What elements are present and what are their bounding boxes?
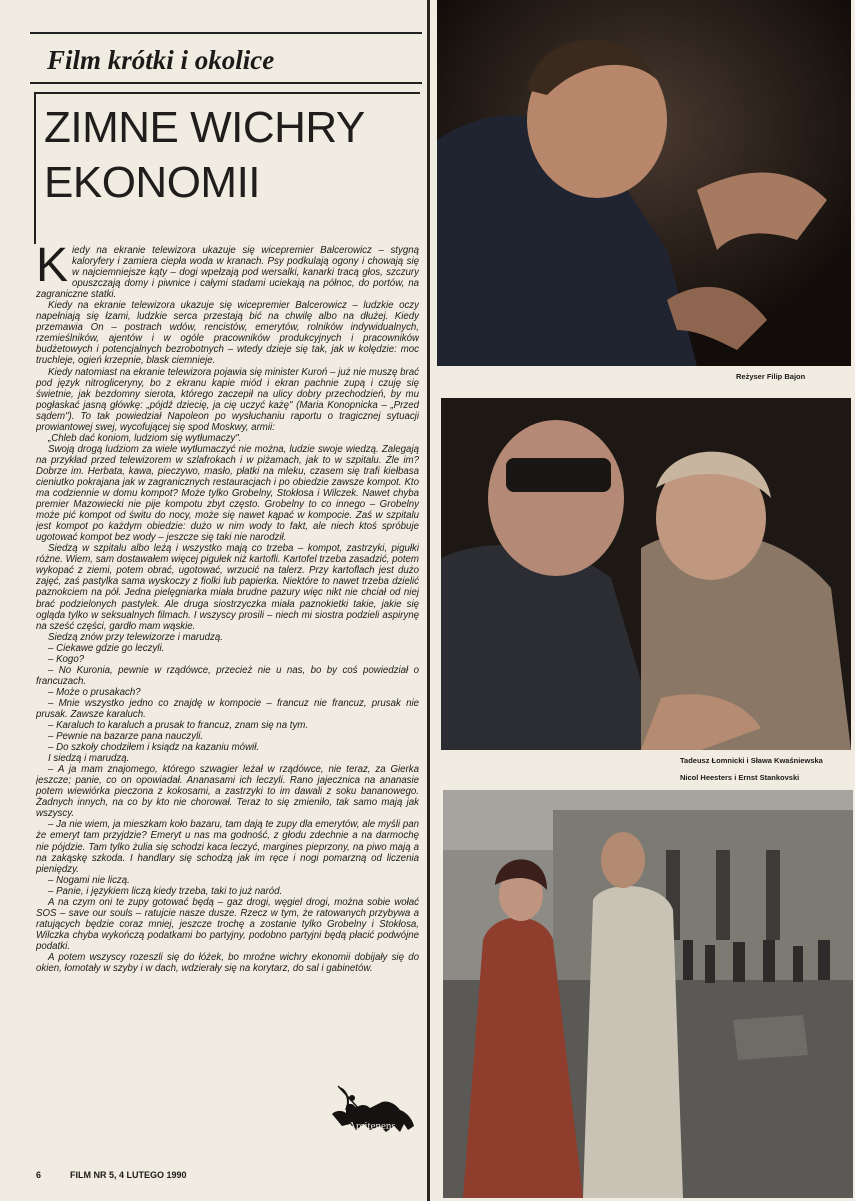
photo-director: [437, 0, 851, 366]
top-rule: [30, 32, 422, 34]
article-paragraph: Kiedy na ekranie telewizora ukazuje się wicepremier Balcerowicz – ludzkie oczy napełniają się łzami, ludzkie serca przestają bić na chwilę albo na dłużej. Kiedy przemawia On – postrach wdów, rencistów, emerytów, rolników indywidualnych, rzemieślników, ajentów i w ogóle pracowników produkcyjnych i pracowników budżetowych i potencjalnych bezrobotnych – wtedy dzieje się tak, jak w kolędzie: moc truchleje, ogień krzepnie, blask ciemnieje.: [36, 300, 419, 367]
article-paragraph: [36, 245, 419, 300]
photo-caption-director: Reżyser Filip Bajon: [736, 372, 806, 381]
drop-cap: K: [36, 245, 69, 292]
article-paragraph: – Pewnie na bazarze pana nauczyli.: [48, 731, 204, 743]
issue-info: FILM NR 5, 4 LUTEGO 1990: [70, 1170, 187, 1180]
article-paragraph: – Kogo?: [48, 653, 85, 665]
article-paragraph: A na czym oni te zupy gotować będą – gaz drogi, węgiel drogi, można sobie wołać SOS – save our souls – ratujcie nasze dusze. Rzecz w tym, że ratowanych przybywa a ratujących będzie coraz mniej, jeszcze trochę a zostanie tylko Grobelny i Stokłosa, Wilczka chyba wykończą podatkami bo partyjny, podobno partyjni będą płacić podwójne podatki.: [36, 896, 419, 952]
column-divider: [427, 0, 430, 1201]
article-paragraph: Kiedy natomiast na ekranie telewizora pojawia się minister Kuroń – już nie muszę brać pod język nitrogliceryny, bo z ekranu kapie miód i ekran pachnie zupą i czuję się świetnie, jak bezdomny sierota, którego zaczepił na ulicy dobry przechodzień, by mu pogłaskać jasną główkę: „pójdź dziecię, ja cię uczyć każę" (Maria Konopnicka – „Przed sądem"). To tak powiedział Napoleon po wysłuchaniu raportu o tragicznej sytuacji prowiantowej swej, wycofującej się spod Moskwy, armii:: [36, 366, 419, 433]
article-paragraph: „Chleb dać koniom, ludziom się wytłumaczy".: [48, 432, 242, 444]
article-paragraph: Swoją drogą ludziom za wiele wytłumaczyć nie można, ludzie swoje wiedzą. Zalegają na przykład przed telewizorem w szlafrokach i w piżamach, jak to w szpitalu. Źle im? Dobrze im. Herbata, kawa, pieczywo, masło, płatki na mleku, czasem się trafi kiełbasa cieniutko pokrajana jak w zagranicznych restauracjach i po obiedzie zawsze kompot. Kto ma codziennie w domu kompot? Może tylko Grobelny, Stokłosa i Wilczek. Nawet chyba premier Mazowiecki nie pije kompotu zbyt często. Grobelny to co innego – Grobelny może pić kompot od świtu do nocy, może się nawet kąpać w kompocie. Zaś w szpitalu jest kompot po każdym obiedzie: dużo w nim wody to fakt, ale niech ktoś spróbuje ugotować kompot bez wody – jeszcze się taki nie narodził.: [36, 443, 419, 544]
article-paragraph: – Może o prusakach?: [48, 686, 141, 698]
article-paragraph: A potem wszyscy rozeszli się do łóżek, bo mroźne wichry ekonomii dobijały się do okien, łomotały w szyby i w dach, wdzierały się na korytarz, do sal i gabinetów.: [36, 952, 419, 975]
logo-text: Arcitenens: [348, 1120, 396, 1132]
article-paragraph-text: iedy na ekranie telewizora ukazuje się wicepremier Balcerowicz – stygną kaloryfery i zamiera ciepła woda w kranach. Psy podkulają ogony i chowają się w najciemniejsze kąty – dogi wpełzają pod wersalki, kanarki tracą głos, szczury opuszczają domy i piwnice i całymi stadami uciekają na północ, do portów, na zagraniczne statki.: [36, 245, 419, 301]
article-body: [36, 245, 419, 1075]
page-number: 6: [36, 1170, 42, 1180]
headline-line-1: ZIMNE WICHRY: [44, 103, 365, 152]
photo-actors-close: [441, 398, 851, 750]
article-paragraph: – Nogami nie liczą.: [48, 874, 130, 886]
article-paragraph: – No Kuronia, pewnie w rządówce, przecież nie u nas, bo by coś powiedział o francuzach.: [36, 664, 419, 687]
section-heading: [30, 40, 422, 80]
headline: [44, 100, 418, 210]
headline-line-2: EKONOMII: [44, 158, 261, 207]
article-paragraph: – Do szkoły chodziłem i ksiądz na kazaniu mówił.: [48, 742, 260, 754]
article-paragraph: – Karaluch to karaluch a prusak to francuz, znam się na tym.: [48, 720, 309, 732]
article-paragraph: – Mnie wszystko jedno co znajdę w kompocie – francuz nie francuz, prusak nie prusak. Zawsze karaluch.: [36, 697, 419, 720]
article-paragraph: I siedzą i marudzą.: [48, 753, 130, 765]
article-paragraph: – Panie, i językiem liczą kiedy trzeba, taki to już naród.: [48, 885, 283, 897]
section-heading-text: Film krótki i okolice: [47, 45, 275, 75]
photo-caption-actors-1: Tadeusz Łomnicki i Sława Kwaśniewska: [680, 756, 823, 765]
page-footer: [36, 1170, 426, 1180]
article-paragraph: – Ciekawe gdzie go leczyli.: [48, 642, 165, 654]
photo-station-scene: [443, 790, 853, 1198]
article-paragraph: – Ja nie wiem, ja mieszkam koło bazaru, tam dają te zupy dla emerytów, ale myśli pan że emeryt tam przyjdzie? Emeryt u nas ma godność, z głodu zdechnie a na darmochę nie pójdzie. Tam tylko żulia się schodzi kaca leczyć, margines pieprzony, na piwo mają a na zakąskę szkoda. I handlary się schodzą jak im ręce i nogi pomarzną od liczenia pieniędzy.: [36, 819, 419, 875]
article-paragraph: Siedzą znów przy telewizorze i marudzą.: [48, 631, 223, 643]
article-paragraph: – A ja mam znajomego, którego szwagier leżał w rządówce, nie teraz, za Gierka jeszcze; panie, co on opowiadał. Ananasami ich leczyli. Rano jajecznica na ananasie potem wiewiórka pieczona z kokosami, a zastrzyki to im dawali z soku bananowego. Żadnych innych, na co by kto nie chorował. Teraz to się zmieniło, tak samo mają jak wszyscy.: [36, 764, 419, 820]
photo-caption-actors-2: Nicol Heesters i Ernst Stankovski: [680, 773, 800, 782]
heading-rule: [30, 82, 422, 84]
article-paragraph: Siedzą w szpitalu albo leżą i wszystko mają co trzeba – kompot, zastrzyki, pigułki różne. Wiem, sam dostawałem więcej pigułek niż kartofli. Kartofel trzeba zasadzić, potem wykopać z ziemi, potem obrać, ugotować, wrzucić na talerz. Przy kartoflach jest dużo zajęć, zaś pastylka sama wyskoczy z fiolki lub papierka. Niektóre to nawet trzeba dzielić paznokciem na pół. Jedna pielęgniarka miała brudne pazury więc nikt nie chciał od niej brać podzielonych pastylek. Ale druga siostrzyczka miała paznokietki takie, jakie się ogląda tylko w seksualnych filmach. I wszyscy prosili – niech mi siostra podzieli aspirynę na sześć części, gardło mam wąskie.: [36, 543, 419, 632]
